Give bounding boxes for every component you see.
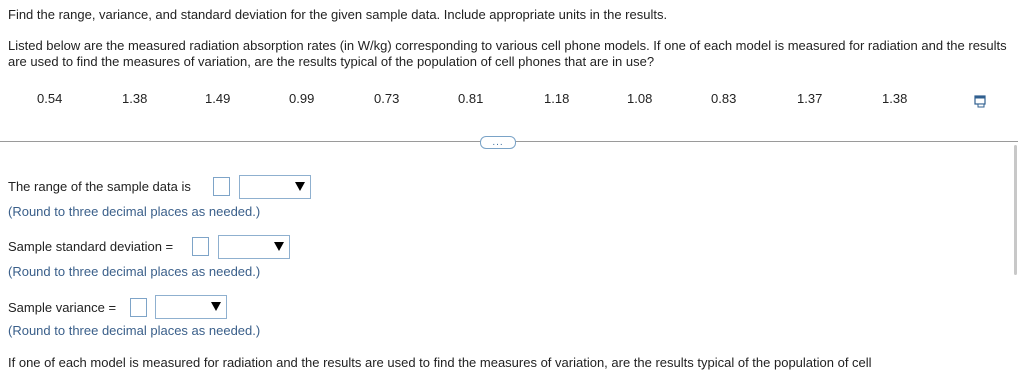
std-dev-answer-input[interactable] [192, 237, 209, 256]
range-hint: (Round to three decimal places as needed.) [8, 204, 261, 219]
data-value: 1.38 [122, 91, 148, 106]
range-answer-input[interactable] [213, 177, 230, 196]
variance-unit-select[interactable] [155, 295, 227, 319]
data-value: 0.99 [289, 91, 315, 106]
chevron-down-icon [295, 182, 305, 191]
variance-hint: (Round to three decimal places as needed.) [8, 323, 261, 338]
data-value: 0.54 [37, 91, 63, 106]
expand-button[interactable]: ... [480, 136, 516, 149]
copy-icon[interactable] [974, 95, 988, 108]
data-value: 1.18 [544, 91, 570, 106]
data-value: 1.49 [205, 91, 231, 106]
variance-answer-input[interactable] [130, 298, 147, 317]
range-prompt: The range of the sample data is [8, 179, 191, 194]
data-value: 1.38 [882, 91, 908, 106]
variance-prompt: Sample variance = [8, 300, 117, 315]
data-value: 0.81 [458, 91, 484, 106]
data-value: 0.73 [374, 91, 400, 106]
range-unit-select[interactable] [239, 175, 311, 199]
std-dev-unit-select[interactable] [218, 235, 290, 259]
scrollbar[interactable] [1014, 145, 1017, 275]
data-value: 0.83 [711, 91, 737, 106]
data-value: 1.37 [797, 91, 823, 106]
final-question: If one of each model is measured for radiation and the results are used to find the measures of variation, are the results typical of the population of cell [8, 355, 872, 370]
data-table [0, 91, 1018, 107]
data-value: 1.08 [627, 91, 653, 106]
instructions-text: Find the range, variance, and standard deviation for the given sample data. Include appropriate units in the results. [8, 7, 668, 22]
chevron-down-icon [274, 242, 284, 251]
chevron-down-icon [211, 302, 221, 311]
problem-statement: Listed below are the measured radiation absorption rates (in W/kg) corresponding to various cell phone models. If one of each model is measured for radiation and the results are used to find the measures of variation, are the results typical of the population of cell phones that are in use? [8, 38, 1007, 69]
std-dev-hint: (Round to three decimal places as needed.) [8, 264, 261, 279]
std-dev-prompt: Sample standard deviation = [8, 239, 174, 254]
